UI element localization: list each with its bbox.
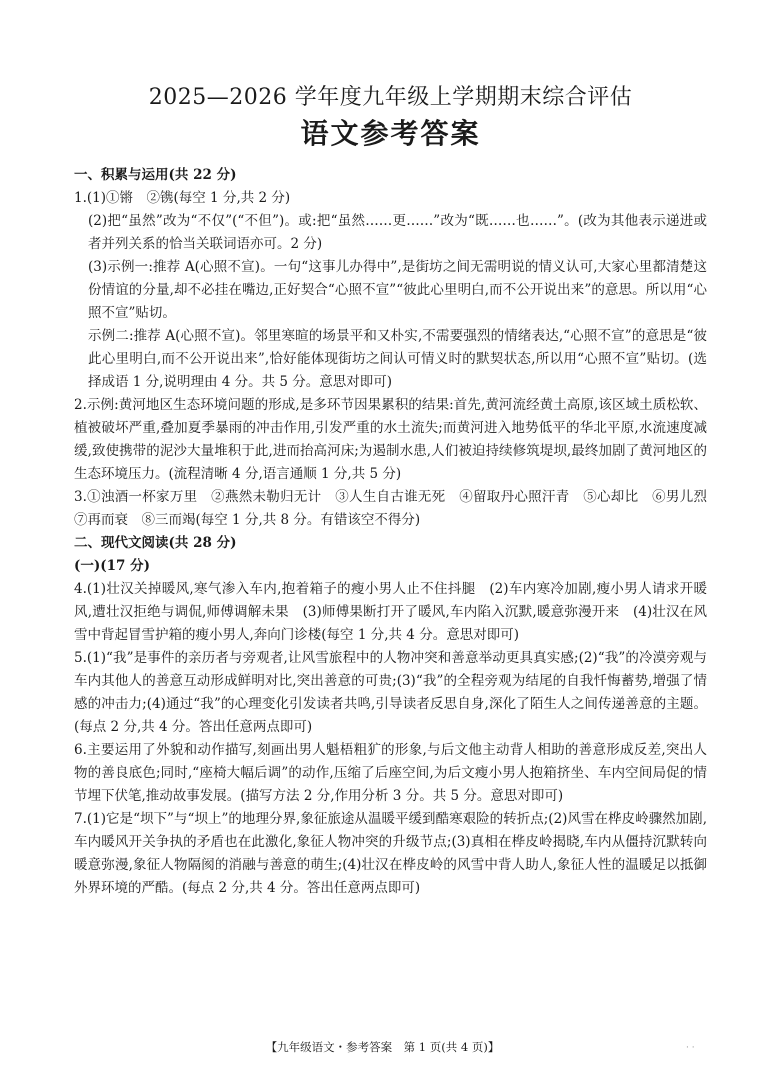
question-1 (74, 187, 707, 394)
q1-part-4: 示例二:推荐 A(心照不宣)。邻里寒暄的场景平和又朴实,不需要强烈的情绪表达,“心照不宣”的意思是“彼此心里明白,而不公开说出来”,恰好能体现街坊之间认可情义时的默契状态,所以用“心照不宣”贴切。(选择成语 1 分,说明理由 4 分。共 5 分。意思对即可) (88, 328, 707, 390)
question-3: 3.①浊酒一杯家万里 ②燕然未勒归无计 ③人生自古谁无死 ④留取丹心照汗青 ⑤心却比 ⑥男儿烈 ⑦再而衰 ⑧三而竭(每空 1 分,共 8 分。有错该空不得分) (74, 489, 721, 528)
decorative-dots: · · (686, 1043, 695, 1053)
page-subtitle: 语文参考答案 (300, 117, 481, 150)
subsection-heading-2-1: (一)(17 分) (74, 558, 151, 574)
q1-part-3: (3)示例一:推荐 A(心照不宣)。一句“这事儿办得中”,是街坊之间无需明说的情义认可,大家心里都清楚这份情谊的分量,却不必挂在嘴边,正好契合“心照不宣”“彼此心里明白,而不公开说出来”的意思。所以用“心照不宣”贴切。 (88, 259, 707, 321)
question-5: 5.(1)“我”是事件的亲历者与旁观者,让风雪旅程中的人物冲突和善意举动更具真实感;(2)“我”的冷漠旁观与车内其他人的善意互动形成鲜明对比,突出善意的可贵;(3)“我”的全程旁观为结尾的自我忏悔蓄势,增强了情感的冲击力;(4)通过“我”的心理变化引发读者共鸣,引导读者反思自身,深化了陌生人之间传递善意的主题。(每点 2 分,共 4 分。答出任意两点即可) (74, 650, 707, 735)
question-2: 2.示例:黄河地区生态环境问题的形成,是多环节因果累积的结果:首先,黄河流经黄土高原,该区域土质松软、植被破坏严重,叠加夏季暴雨的冲击作用,引发严重的水土流失;而黄河进入地势低平的华北平原,水流速度减缓,致使携带的泥沙大量堆积于此,进而抬高河床;为遏制水患,人们被迫持续修筑堤坝,最终加剧了黄河地区的生态环境压力。(流程清晰 4 分,语言通顺 1 分,共 5 分) (74, 397, 707, 482)
page-footer: 【九年级语文・参考答案 第 1 页(共 4 页)】 (265, 1040, 500, 1054)
question-6: 6.主要运用了外貌和动作描写,刻画出男人魁梧粗犷的形象,与后文他主动背人相助的善意形成反差,突出人物的善良底色;同时,“座椅大幅后调”的动作,压缩了后座空间,为后文瘦小男人抱箱挤坐、车内空间局促的情节埋下伏笔,推动故事发展。(描写方法 2 分,作用分析 3 分。共 5 分。意思对即可) (74, 742, 707, 804)
page-title: 2025—2026 学年度九年级上学期期末综合评估 (148, 85, 633, 110)
q1-part-1: 1.(1)①锵 ②镌(每空 1 分,共 2 分) (74, 190, 291, 206)
question-4: 4.(1)壮汉关掉暖风,寒气渗入车内,抱着箱子的瘦小男人止不住抖腿 (2)车内寒冷加剧,瘦小男人请求开暖风,遭壮汉拒绝与调侃,师傅调解未果 (3)师傅果断打开了暖风,车内陷入沉默,暖意弥漫开来 (4)壮汉在风雪中背起冒雪护箱的瘦小男人,奔向门诊楼(每空 1 分,共 4 分。意思对即可) (74, 581, 707, 643)
q1-part-2: (2)把“虽然”改为“不仅”(“不但”)。或:把“虽然……更……”改为“既……也……”。(改为其他表示递进或者并列关系的恰当关联词语亦可。2 分) (88, 213, 707, 252)
section-heading-2: 二、现代文阅读(共 28 分) (74, 535, 237, 551)
question-7: 7.(1)它是“坝下”与“坝上”的地理分界,象征旅途从温暖平缓到酷寒艰险的转折点;(2)风雪在桦皮岭骤然加剧,车内暖风开关争执的矛盾也在此激化,象征人物冲突的升级节点;(3)真相在桦皮岭揭晓,车内从僵持沉默转向暖意弥漫,象征人物隔阂的消融与善意的萌生;(4)壮汉在桦皮岭的风雪中背人助人,象征人性的温暖足以抵御外界环境的严酷。(每点 2 分,共 4 分。答出任意两点即可) (74, 811, 707, 896)
section-heading-1: 一、积累与运用(共 22 分) (74, 167, 237, 183)
